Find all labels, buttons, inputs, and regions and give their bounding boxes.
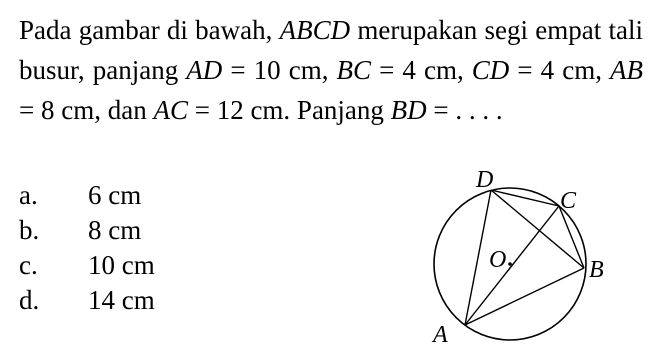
option-text: 6 cm xyxy=(88,180,142,210)
label-d: D xyxy=(476,167,494,193)
option-a[interactable] xyxy=(19,178,155,213)
option-letter: c. xyxy=(19,250,38,280)
option-letter: b. xyxy=(19,215,40,245)
side-ab xyxy=(465,268,584,325)
label-o: O xyxy=(489,247,507,273)
question-part: = 12 cm. Panjang xyxy=(187,95,391,125)
var-cd: CD xyxy=(471,55,510,85)
var-abcd: ABCD xyxy=(279,15,351,45)
label-a: A xyxy=(433,322,448,348)
var-ad: AD xyxy=(186,55,223,85)
var-bd: BD xyxy=(390,95,427,125)
question-part: Pada gambar di bawah, xyxy=(19,15,280,45)
option-letter: d. xyxy=(19,285,40,315)
var-ab: AB xyxy=(610,55,644,85)
option-text: 14 cm xyxy=(88,285,155,315)
label-c: C xyxy=(560,188,577,214)
option-letter: a. xyxy=(19,180,38,210)
var-bc: BC xyxy=(336,55,372,85)
side-da xyxy=(465,190,491,325)
var-ac: AC xyxy=(153,95,188,125)
label-b: B xyxy=(589,257,604,283)
question-part: = 8 cm, dan xyxy=(19,95,154,125)
center-point xyxy=(508,262,512,266)
question-part: = 4 cm, xyxy=(509,55,611,85)
diagonal-ac xyxy=(465,206,559,325)
option-b[interactable] xyxy=(19,213,155,248)
option-text: 10 cm xyxy=(88,250,155,280)
answer-options xyxy=(19,178,155,318)
question-part: = 10 cm, xyxy=(222,55,337,85)
option-text: 8 cm xyxy=(88,215,142,245)
option-d[interactable] xyxy=(19,283,155,318)
question-part: = . . . . xyxy=(426,95,503,125)
question-part: merupakan segi empat tali busur, panjang xyxy=(19,15,643,85)
question-text xyxy=(19,10,643,130)
option-c[interactable] xyxy=(19,248,155,283)
question-part: = 4 cm, xyxy=(371,55,472,85)
cyclic-quadrilateral-figure xyxy=(400,160,630,350)
